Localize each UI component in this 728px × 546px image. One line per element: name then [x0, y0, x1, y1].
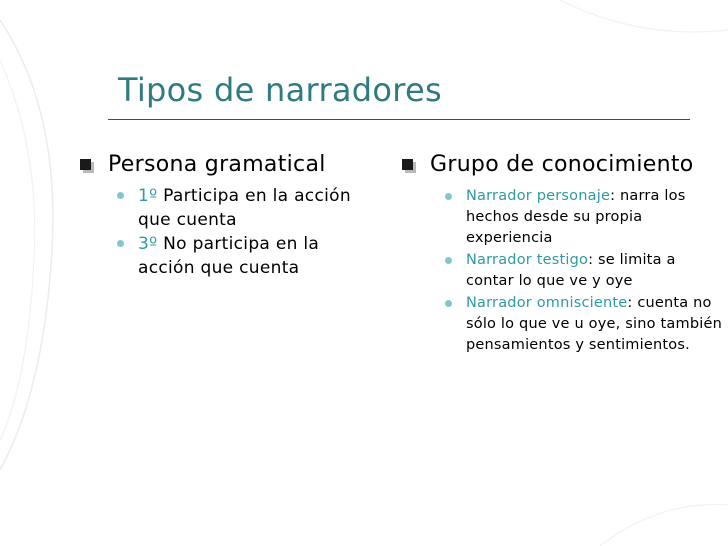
list-item	[436, 186, 722, 249]
left-sublist	[78, 184, 378, 280]
title-divider	[108, 119, 690, 120]
square-bullet-icon	[80, 159, 91, 170]
heading-grupo-de-conocimiento: Grupo de conocimiento	[430, 152, 694, 177]
round-bullet-icon	[445, 300, 452, 307]
left-column	[78, 150, 378, 280]
heading-persona-gramatical: Persona gramatical	[108, 152, 326, 177]
list-item	[436, 293, 722, 356]
round-bullet-icon	[445, 193, 452, 200]
item-key: Narrador personaje	[466, 188, 611, 204]
square-bullet-icon	[402, 159, 413, 170]
slide-title: Tipos de narradores	[118, 71, 443, 109]
list-item	[436, 250, 722, 292]
item-text: : se limita a contar lo que ve y oye	[466, 252, 676, 289]
item-text: : cuenta no sólo lo que ve u oye, sino también pensamientos y sentimientos.	[466, 295, 722, 353]
item-key: Narrador testigo	[466, 252, 589, 268]
item-text: : narra los hechos desde su propia experiencia	[466, 188, 686, 246]
level1-item-grupo	[400, 150, 722, 180]
item-key: 1º	[138, 186, 158, 206]
item-text: Participa en la acción que cuenta	[138, 186, 351, 230]
level1-item-persona	[78, 150, 378, 180]
right-sublist	[400, 186, 722, 356]
item-key: Narrador omnisciente	[466, 295, 628, 311]
right-column	[400, 150, 722, 357]
list-item	[108, 184, 378, 232]
item-text: No participa en la acción que cuenta	[138, 234, 320, 278]
round-bullet-icon	[117, 240, 124, 247]
round-bullet-icon	[445, 257, 452, 264]
list-item	[108, 232, 378, 280]
round-bullet-icon	[117, 192, 124, 199]
item-key: 3º	[138, 234, 158, 254]
